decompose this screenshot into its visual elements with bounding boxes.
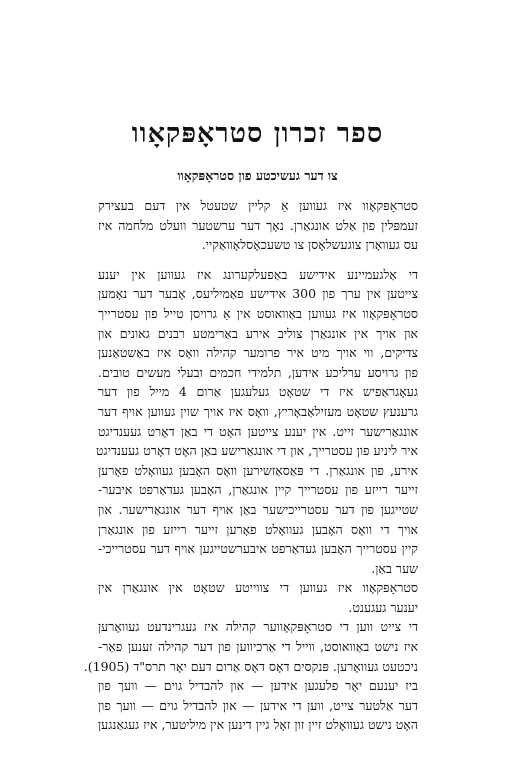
text-line: סטראָפּקאָוו איז געווען די צווייטע שטאָט אין אונגאַרן אין bbox=[98, 580, 418, 596]
text-line: ביז יענעם יאָר פלעגען אידען — און להבדיל גוים — וועך פון bbox=[98, 678, 418, 694]
text-line: צדיקים, ווי אויך מיט איר פרומער קהילה וואָס איז באַשטאַנען bbox=[98, 345, 418, 361]
text-line: זייער רייזע פון עסטרייך קיין אונגאַרן, האָבען געדאַרפט איבער- bbox=[98, 482, 418, 498]
body-text bbox=[83, 196, 418, 735]
text-line: ניכטעט געוואָרען. פּנקסים דאָס דאָס אַרום דעם יאָר תרס"ד (1905). bbox=[83, 658, 418, 674]
text-line: צייטען אין ערך פון 300 אידישע פאַמיליעס, אָבער דער נאָמען bbox=[98, 286, 418, 302]
text-line: שער באַן. bbox=[371, 560, 418, 576]
paragraph bbox=[98, 196, 418, 255]
text-line: די אַלגעמיינע אידישע באַפעלקערונג איז געווען אין יענע bbox=[98, 266, 418, 282]
text-line: סטראָפּקאָוו איז געווען אַ קליין שטעטל אין דעם בעצירק bbox=[98, 198, 418, 213]
text-line: אויך די וואָס האָבען געוואָלט פאָרען זייער רייזע פון אונגאַרן bbox=[98, 521, 418, 537]
text-line: איז נישט באַוואוסט, ווייל די אַרכיווען פון דער קהילה זענען פאַר- bbox=[98, 639, 418, 655]
text-line: אירע, פון אונגאַרן. די פּאַסאַזשירען וואָס האָבען געוואָלט פאָרען bbox=[98, 462, 418, 478]
text-line: עס געוואָרן צוגעשלאָסן צו טשעכאָסלאָוואַקיי. bbox=[201, 237, 418, 253]
text-line: שטייגען פון דער עסטרייכישער באַן אויף דער אונגאַרישער. און bbox=[98, 501, 418, 517]
text-line: פון גרויסע ערליכע אידען, תלמידי חכמים ובעלי מעשים טובים. bbox=[98, 364, 418, 380]
text-line: און אויך אין אונגאַרן צוליב אירע באַרימטע רבנים גאונים און bbox=[98, 325, 418, 341]
paragraph bbox=[98, 578, 418, 617]
text-line: די צייט ווען די סטראָפּקאָווער קהילה איז געגרינדעט געוואָרען bbox=[98, 619, 418, 635]
text-line: דער אַלטער צייט, ווען די אידען — און להבדיל גוים — וועך פון bbox=[98, 697, 418, 713]
book-title: ספר זכרון סטראָפּקאָוו bbox=[131, 118, 384, 149]
text-line: יענער געגענט. bbox=[348, 599, 418, 615]
paragraph bbox=[95, 382, 418, 578]
text-line: קיין עסטרייך האָבען געדאַרפט איבערשטייגען אויף דער עסטרייכי- bbox=[98, 541, 418, 557]
text-line: געאָגראַפיש איז די שטאָט געלעגען אַרום 4 מייל פון דער bbox=[98, 384, 418, 400]
text-line: האָט נישט געוואָלט זיין זון זאָל גיין דינען אין מיליטער, איז געגאַנגען bbox=[98, 717, 418, 733]
chapter-subtitle: צו דער געשיכטע פון סטראָפּקאָוו bbox=[177, 168, 338, 183]
paragraph bbox=[98, 265, 418, 383]
paragraph bbox=[83, 617, 418, 735]
text-line: גרענעץ שטאָט מעזילאַבאָריץ, וואָס איז אויך שוין געווען אויף דער bbox=[98, 403, 418, 419]
text-line: זעמפּלין פון אַלט אונגאַרן. נאָך דער ערשטער וועלט מלחמה איז bbox=[98, 217, 418, 233]
text-line: איר ליניע פון עסטרייך, און די אונגאַרישע באַן האָט דאָרט געענדיגט bbox=[95, 443, 418, 459]
text-line: סטראָפּקאָוו איז געווען באַוואוסט אין אַ גרויסן טייל פון עסטרייך bbox=[98, 305, 418, 321]
text-line: אונגאַרישער זייט. אין יענע צייטען האָט די באַן דאָרט געענדיגט bbox=[98, 423, 418, 439]
